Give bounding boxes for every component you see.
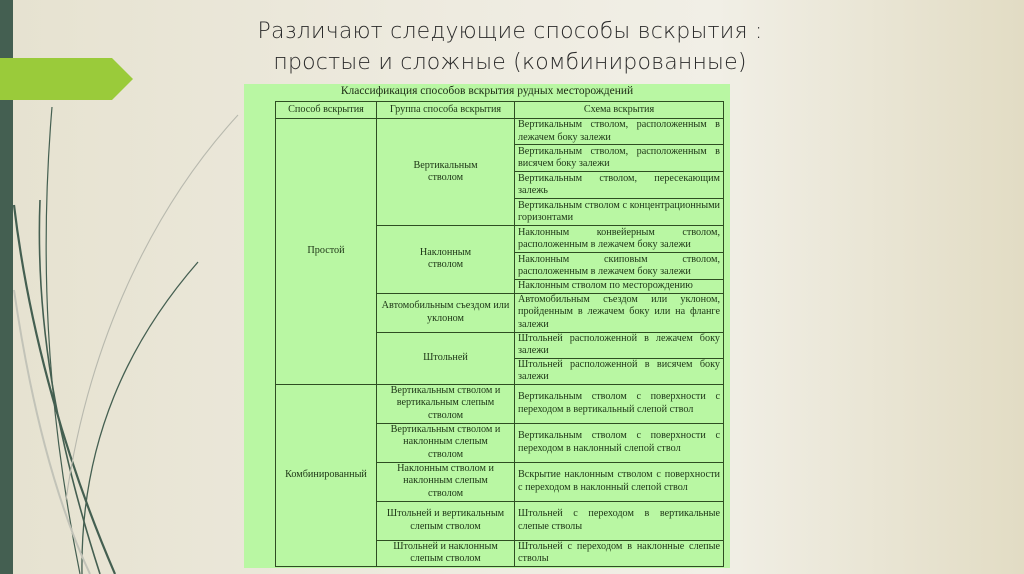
- title-line-2: простые и сложные (комбинированные): [273, 50, 747, 75]
- scheme-cell: Наклонным конвейерным стволом, расположенным в лежачем боку залежи: [515, 226, 724, 253]
- scheme-cell: Наклонным стволом по месторождению: [515, 280, 724, 294]
- classification-table: [275, 101, 724, 567]
- scheme-cell: Автомобильным съездом или уклоном, пройденным в лежачем боку или на фланге залежи: [515, 293, 724, 332]
- group-cell: Наклонным стволом: [377, 226, 515, 294]
- scheme-cell: Вскрытие наклонным стволом с поверхности с переходом в наклонный слепой ствол: [515, 462, 724, 501]
- group-cell: Вертикальным стволом и наклонным слепым стволом: [377, 423, 515, 462]
- scheme-cell: Штольней с переходом в наклонные слепые стволы: [515, 540, 724, 566]
- table-header-row: [276, 102, 724, 119]
- header-scheme: Схема вскрытия: [515, 102, 724, 119]
- header-method: Способ вскрытия: [276, 102, 377, 119]
- slide-title: [180, 16, 840, 78]
- header-group: Группа способа вскрытия: [377, 102, 515, 119]
- scheme-cell: Вертикальным стволом, пересекающим залежь: [515, 172, 724, 199]
- table-row: [276, 384, 724, 423]
- arrow-tab-shape: [0, 58, 133, 100]
- group-cell: Штольней: [377, 332, 515, 384]
- scheme-cell: Вертикальным стволом, расположенным в висячем боку залежи: [515, 145, 724, 172]
- scheme-cell: Штольней расположенной в висячем боку залежи: [515, 358, 724, 384]
- title-line-1: Различают следующие способы вскрытия :: [257, 19, 763, 44]
- scheme-cell: Наклонным скиповым стволом, расположенным в лежачем боку залежи: [515, 253, 724, 280]
- group-cell: Автомобильным съездом или уклоном: [377, 293, 515, 332]
- table-row: [276, 119, 724, 145]
- scheme-cell: Вертикальным стволом с поверхности с переходом в вертикальный слепой ствол: [515, 384, 724, 423]
- group-cell: Штольней и вертикальным слепым стволом: [377, 501, 515, 540]
- method-simple: Простой: [276, 119, 377, 385]
- scheme-cell: Штольней расположенной в лежачем боку залежи: [515, 332, 724, 358]
- group-cell: Штольней и наклонным слепым стволом: [377, 540, 515, 566]
- scheme-cell: Вертикальным стволом с концентрационными горизонтами: [515, 199, 724, 226]
- scheme-cell: Вертикальным стволом с поверхности с переходом в наклонный слепой ствол: [515, 423, 724, 462]
- group-cell: Вертикальным стволом: [377, 119, 515, 226]
- group-cell: Вертикальным стволом и вертикальным слепым стволом: [377, 384, 515, 423]
- scheme-cell: Штольней с переходом в вертикальные слепые стволы: [515, 501, 724, 540]
- table-caption: Классификация способов вскрытия рудных месторождений: [340, 85, 634, 97]
- group-cell: Наклонным стволом и наклонным слепым стволом: [377, 462, 515, 501]
- method-combined: Комбинированный: [276, 384, 377, 566]
- scheme-cell: Вертикальным стволом, расположенным в лежачем боку залежи: [515, 119, 724, 145]
